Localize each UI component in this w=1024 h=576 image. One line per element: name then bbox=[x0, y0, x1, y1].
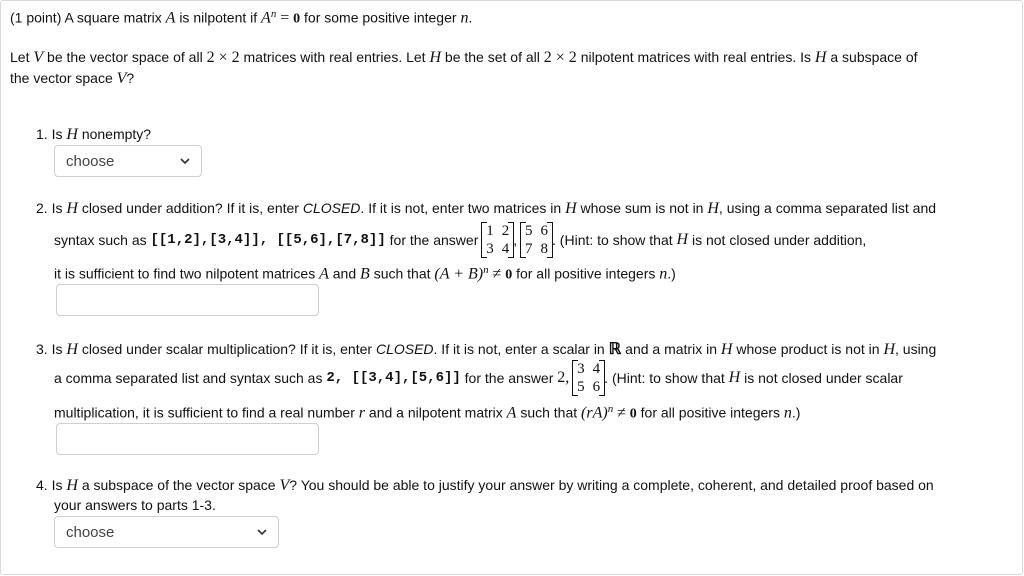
q3-line-2 bbox=[54, 360, 903, 396]
points-text: (1 point) A square matrix bbox=[10, 9, 162, 26]
example-matrix-2 bbox=[521, 222, 552, 258]
q3-text: whose product is not in bbox=[736, 341, 880, 357]
var-h: H bbox=[720, 341, 733, 358]
var-h: H bbox=[66, 126, 78, 143]
example-matrix-3 bbox=[573, 360, 604, 396]
reals-symbol: ℝ bbox=[608, 341, 622, 358]
var-h: H bbox=[565, 200, 577, 217]
var-a: A bbox=[165, 9, 176, 27]
q4-number: 4. Is bbox=[36, 477, 63, 493]
matrix-entry: 7 bbox=[525, 241, 533, 257]
var-n: n bbox=[460, 9, 469, 27]
q3-hint: and a nilpotent matrix bbox=[368, 404, 503, 421]
q3-text: for the answer bbox=[464, 370, 554, 386]
var-h: H bbox=[66, 477, 78, 494]
not-equal: ≠ bbox=[492, 265, 502, 283]
q2-hint: such that bbox=[373, 265, 431, 282]
var-a: A bbox=[261, 9, 271, 27]
setup-text: matrices with real entries. Let bbox=[243, 49, 426, 65]
matrix-entry: 3 bbox=[486, 241, 494, 257]
q3-hint: is not closed under scalar bbox=[744, 370, 903, 386]
q2-hint: it is sufficient to find two nilpotent matrices bbox=[54, 265, 316, 282]
q2-text: , using a comma separated list and bbox=[718, 200, 937, 216]
var-b: B bbox=[360, 265, 370, 283]
question-mark: ? bbox=[126, 70, 135, 86]
zero-matrix: 0 bbox=[505, 267, 513, 283]
sup-n: n bbox=[270, 8, 277, 20]
intro-line bbox=[10, 8, 472, 28]
q3-hint: such that bbox=[520, 404, 578, 421]
dimension: 2 × 2 bbox=[206, 49, 240, 66]
sup-n: n bbox=[607, 403, 614, 415]
q1-select-value: choose bbox=[66, 153, 115, 170]
q3-answer-input[interactable] bbox=[56, 423, 319, 455]
var-n: n bbox=[783, 404, 792, 422]
q1-text bbox=[36, 126, 151, 144]
matrix-entry: 6 bbox=[592, 379, 601, 395]
q2-hint: . (Hint: to show that bbox=[552, 232, 673, 248]
q4-select[interactable] bbox=[54, 516, 279, 548]
equals: = bbox=[280, 9, 290, 27]
q4-line-1 bbox=[36, 477, 934, 495]
q4-text: ? You should be able to justify your answer by writing a complete, coherent, and detailed proof based on bbox=[289, 477, 934, 493]
q2-text: closed under addition? If it is, enter bbox=[81, 200, 299, 216]
q3-hint: . (Hint: to show that bbox=[604, 370, 725, 386]
setup-text: nilpotent matrices with real entries. Is bbox=[580, 49, 812, 65]
setup-text: the vector space bbox=[10, 70, 113, 86]
var-a: A bbox=[506, 404, 517, 422]
var-a: A bbox=[319, 265, 329, 283]
q2-hint: for all positive integers bbox=[516, 265, 656, 282]
product-expression: (rA) bbox=[581, 404, 608, 422]
q2-text: . If it is not, enter two matrices in bbox=[360, 200, 562, 216]
q3-line-3 bbox=[54, 403, 800, 423]
matrix-entry: 1 bbox=[486, 223, 494, 239]
q3-text: . If it is not, enter a scalar in bbox=[433, 341, 605, 357]
closed-keyword: CLOSED bbox=[302, 200, 361, 216]
q4-line-2 bbox=[54, 497, 216, 513]
period: . bbox=[468, 9, 473, 26]
q2-hint: and bbox=[332, 265, 357, 282]
q2-line-3 bbox=[54, 264, 676, 284]
q1-number: 1. Is bbox=[36, 126, 63, 142]
not-equal: ≠ bbox=[617, 404, 626, 422]
q2-line-2 bbox=[54, 222, 866, 258]
var-h: H bbox=[728, 369, 741, 386]
q3-hint: for all positive integers bbox=[640, 404, 780, 421]
var-v: V bbox=[279, 477, 290, 494]
q1-question: nonempty? bbox=[81, 126, 152, 142]
var-h: H bbox=[66, 200, 78, 217]
q3-text: , using bbox=[895, 341, 937, 357]
q3-number: 3. Is bbox=[36, 341, 63, 357]
q2-answer-input[interactable] bbox=[56, 284, 319, 316]
q4-select-value: choose bbox=[66, 524, 115, 541]
dimension: 2 × 2 bbox=[543, 49, 577, 66]
sum-expression: (A + B) bbox=[434, 265, 484, 283]
var-h: H bbox=[676, 231, 689, 248]
setup-text: Let bbox=[10, 49, 30, 65]
zero-matrix: 0 bbox=[293, 11, 301, 27]
comma: , bbox=[513, 232, 518, 248]
q4-text: your answers to parts 1-3. bbox=[54, 497, 216, 513]
matrix-entry: 4 bbox=[592, 361, 601, 377]
example-matrix-1 bbox=[482, 222, 513, 258]
q3-text: and a matrix in bbox=[625, 341, 717, 357]
closed-keyword: CLOSED bbox=[375, 341, 434, 357]
q2-line-1 bbox=[36, 200, 936, 218]
q2-text: syntax such as bbox=[54, 232, 147, 248]
matrix-entry: 3 bbox=[577, 361, 585, 377]
var-n: n bbox=[659, 265, 668, 283]
var-h: H bbox=[429, 49, 442, 66]
matrix-entry: 4 bbox=[501, 241, 510, 257]
q3-hint: multiplication, it is sufficient to find a real number bbox=[54, 404, 355, 421]
chevron-down-icon bbox=[256, 527, 268, 537]
var-h: H bbox=[707, 200, 719, 217]
zero-matrix: 0 bbox=[629, 406, 637, 422]
q2-hint: .) bbox=[667, 265, 676, 282]
q2-text: whose sum is not in bbox=[580, 200, 704, 216]
q3-hint: .) bbox=[791, 404, 801, 421]
syntax-example: [[1,2],[3,4]], [[5,6],[7,8]] bbox=[150, 232, 386, 248]
var-v: V bbox=[116, 70, 127, 87]
q3-text: a comma separated list and syntax such as bbox=[54, 370, 323, 386]
q4-text: a subspace of the vector space bbox=[81, 477, 276, 493]
var-h: H bbox=[66, 341, 78, 358]
intro-text: for some positive integer bbox=[304, 9, 457, 26]
setup-line-2 bbox=[10, 70, 134, 88]
q2-number: 2. Is bbox=[36, 200, 63, 216]
q3-text: closed under scalar multiplication? If it is, enter bbox=[81, 341, 373, 357]
matrix-entry: 6 bbox=[540, 223, 549, 239]
q2-hint: is not closed under addition, bbox=[691, 232, 867, 248]
var-h: H bbox=[883, 341, 895, 358]
intro-text: is nilpotent if bbox=[179, 9, 258, 26]
sup-n: n bbox=[483, 264, 489, 276]
q1-select[interactable] bbox=[54, 145, 202, 177]
setup-text: be the set of all bbox=[444, 49, 540, 65]
setup-text: a subspace of bbox=[830, 49, 918, 65]
var-r: r bbox=[358, 404, 366, 422]
var-v: V bbox=[33, 49, 44, 66]
scalar-example: 2, bbox=[557, 369, 570, 386]
matrix-entry: 8 bbox=[540, 241, 549, 257]
setup-text: be the vector space of all bbox=[47, 49, 203, 65]
q3-line-1 bbox=[36, 339, 936, 359]
matrix-entry: 5 bbox=[577, 379, 585, 395]
var-h: H bbox=[814, 49, 827, 66]
setup-line-1 bbox=[10, 49, 918, 67]
q2-text: for the answer bbox=[389, 232, 479, 248]
matrix-entry: 5 bbox=[525, 223, 533, 239]
matrix-entry: 2 bbox=[501, 223, 510, 239]
syntax-example: 2, [[3,4],[5,6]] bbox=[326, 370, 461, 386]
chevron-down-icon bbox=[179, 156, 191, 166]
